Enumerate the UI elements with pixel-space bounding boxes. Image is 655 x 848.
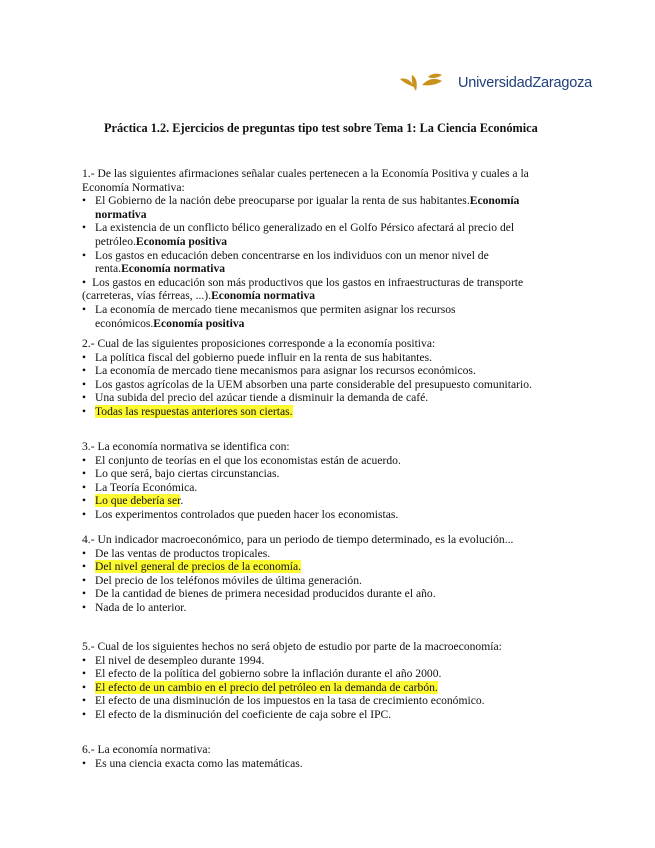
answer-list [82,194,542,330]
option-text: El efecto de la disminución del coeficiente de caja sobre el IPC. [95,707,392,721]
question-stem: 4.- Un indicador macroeconómico, para un periodo de tiempo determinado, es la evolución... [82,533,514,546]
statement-text: La existencia de un conflicto bélico generalizado en el Golfo Pérsico afectará al precio del petróleo. [95,221,515,248]
list-item [82,508,542,522]
list-item [82,601,542,615]
question-stem: 1.- De las siguientes afirmaciones señalar cuales pertenecen a la Economía Positiva y cuales a la Economía Normativa: [82,167,529,194]
option-text: Es una ciencia exacta como las matemáticas. [95,756,303,770]
logo-text-zaragoza: Zaragoza [532,74,593,91]
answer-label: Economía normativa [211,289,316,303]
highlighted-answer: Del nivel general de precios de la economía. [95,560,302,574]
list-item [82,667,542,681]
answer-label: Economía positiva [153,316,245,330]
question-4 [82,533,542,615]
list-item [82,587,542,601]
logo-wordmark [458,76,592,91]
list-item [82,364,542,378]
list-item [82,560,542,574]
question-2 [82,337,542,419]
list-item [82,467,542,481]
option-text: La economía de mercado tiene mecanismos para asignar los recursos económicos. [95,364,476,378]
list-item [82,276,542,303]
highlighted-answer: Todas las respuestas anteriores son ciertas. [95,404,293,418]
list-item: • Lo que debería ser. [82,494,542,508]
list-item [82,454,542,468]
option-text: El conjunto de teorías en el que los economistas están de acuerdo. [95,453,401,467]
list-item [82,654,542,668]
logo-mark-icon [398,71,446,95]
list-item [82,547,542,561]
question-stem: 2.- Cual de las siguientes proposiciones corresponde a la economía positiva: [82,337,436,350]
option-text: Una subida del precio del azúcar tiende a disminuir la demanda de café. [95,391,429,405]
question-5 [82,640,542,722]
question-stem: 3.- La economía normativa se identifica con: [82,440,290,453]
option-text: Los experimentos controlados que pueden hacer los economistas. [95,507,399,521]
option-text: El efecto de la política del gobierno sobre la inflación durante el año 2000. [95,667,442,681]
answer-list [82,454,542,522]
page-title: Práctica 1.2. Ejercicios de preguntas tipo test sobre Tema 1: La Ciencia Económica [104,121,538,135]
list-item [82,405,542,419]
list-item [82,303,542,330]
list-item [82,194,542,221]
option-text: Lo que será, bajo ciertas circunstancias. [95,467,280,481]
list-item [82,757,542,771]
highlighted-answer: Lo que debería ser [95,494,181,508]
question-6 [82,743,542,770]
list-item [82,574,542,588]
list-item [82,378,542,392]
option-text: El efecto de una disminución de los impuestos en la tasa de crecimiento económico. [95,694,485,708]
question-3 [82,440,542,522]
option-text: De la cantidad de bienes de primera necesidad producidos durante el año. [95,587,436,601]
logo-text-universidad: Universidad [458,74,533,91]
highlighted-answer: El efecto de un cambio en el precio del petróleo en la demanda de carbón. [95,680,438,694]
list-item [82,351,542,365]
question-stem: 5.- Cual de los siguientes hechos no será objeto de estudio por parte de la macroeconomía: [82,640,502,653]
list-item [82,391,542,405]
option-text: Nada de lo anterior. [95,600,187,614]
question-1 [82,167,542,330]
answer-list [82,351,542,419]
university-logo [398,68,592,98]
list-item [82,249,542,276]
answer-list [82,547,542,615]
option-text: El nivel de desempleo durante 1994. [95,653,265,667]
option-text: Del precio de los teléfonos móviles de última generación. [95,573,362,587]
list-item [82,694,542,708]
answer-label: Economía normativa [121,262,226,276]
answer-list [82,757,542,771]
statement-text: Los gastos en educación son más productivos que los gastos en infraestructuras de transporte (carreteras, vías férreas, ...). [82,275,524,303]
list-item [82,481,542,495]
list-item [82,681,542,695]
list-item [82,708,542,722]
option-text: La Teoría Económica. [95,480,198,494]
option-text: Los gastos agrícolas de la UEM absorben una parte considerable del presupuesto comunitario. [95,377,532,391]
statement-text: Los gastos en educación deben concentrarse en los individuos con un menor nivel de renta. [95,248,489,276]
answer-label: Economía positiva [135,234,228,248]
answer-list [82,654,542,722]
question-stem: 6.- La economía normativa: [82,743,211,756]
statement-text: El Gobierno de la nación debe preocuparse por igualar la renta de sus habitantes. [95,194,470,208]
option-text: La política fiscal del gobierno puede influir en la renta de sus habitantes. [95,350,433,364]
answer-label: Economía normativa [95,194,520,221]
option-text: De las ventas de productos tropicales. [95,546,271,560]
statement-text: La economía de mercado tiene mecanismos que permiten asignar los recursos económicos. [95,302,456,330]
list-item [82,221,542,248]
